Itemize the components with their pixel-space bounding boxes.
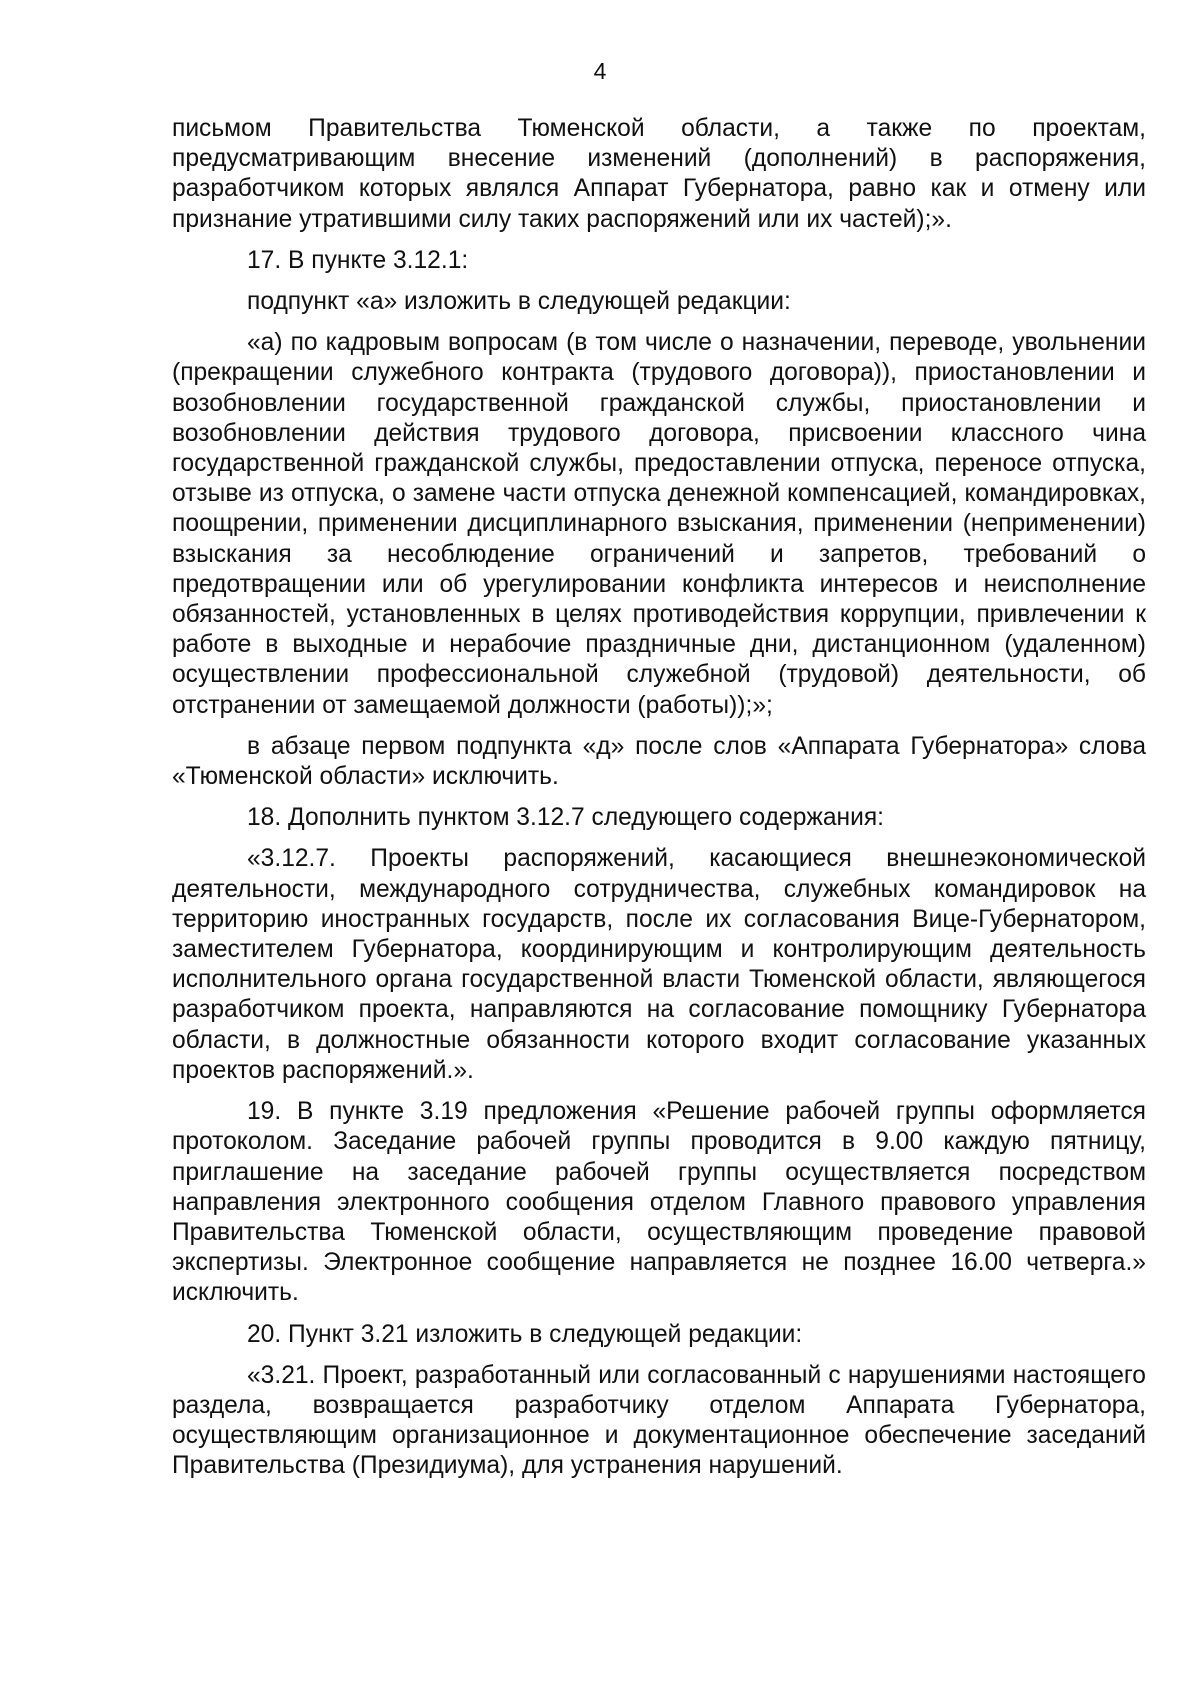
paragraph-item-3-21-text: «3.21. Проект, разработанный или согласованный с нарушениями настоящего раздела, возвращается разработчику отделом Аппарата Губернатора, осуществляющим организационное и документационное обеспечение заседаний Правительства (Президиума), для устранения нарушений. <box>172 1361 1146 1480</box>
paragraph-item-19: 19. В пункте 3.19 предложения «Решение рабочей группы оформляется протоколом. Заседание рабочей группы проводится в 9.00 каждую пятницу, приглашение на заседание рабочей группы осуществляется посредством направления электронного сообщения отделом Главного правового управления Правительства Тюменской области, осуществляющим проведение правовой экспертизы. Электронное сообщение направляется не позднее 16.00 четверга.» исключить. <box>172 1098 1146 1307</box>
paragraph-subitem-a-intro: подпункт «а» изложить в следующей редакции: <box>247 288 791 316</box>
page-number: 4 <box>593 58 607 84</box>
paragraph-item-20: 20. Пункт 3.21 изложить в следующей редакции: <box>247 1320 803 1348</box>
paragraph-item-3-12-7-text: «3.12.7. Проекты распоряжений, касающиеся внешнеэкономической деятельности, международного сотрудничества, служебных командировок на территорию иностранных государств, после их согласования Вице-Губернатором, заместителем Губернатора, координирующим и контролирующим деятельность исполнительного органа государственной власти Тюменской области, являющегося разработчиком проекта, направляются на согласование помощнику Губернатора области, в должностные обязанности которого входит согласование указанных проектов распоряжений.». <box>172 845 1146 1084</box>
document-body <box>172 114 1146 1493</box>
paragraph-item-17: 17. В пункте 3.12.1: <box>247 246 469 274</box>
paragraph-item-18: 18. Дополнить пунктом 3.12.7 следующего содержания: <box>247 804 884 832</box>
paragraph-subitem-a-text: «а) по кадровым вопросам (в том числе о назначении, переводе, увольнении (прекращении служебного контракта (трудового договора)), приостановлении и возобновлении государственной гражданской службы, приостановлении и возобновлении действия трудового договора, присвоении классного чина государственной гражданской службы, предоставлении отпуска, переносе отпуска, отзыве из отпуска, о замене части отпуска денежной компенсацией, командировках, поощрении, применении дисциплинарного взыскания, применении (неприменении) взыскания за несоблюдение ограничений и запретов, требований о предотвращении или об урегулировании конфликта интересов и неисполнение обязанностей, установленных в целях противодействия коррупции, привлечении к работе в выходные и нерабочие праздничные дни, дистанционном (удаленном) осуществлении профессиональной служебной (трудовой) деятельности, об отстранении от замещаемой должности (работы));»; <box>172 329 1146 719</box>
paragraph-subitem-d: в абзаце первом подпункта «д» после слов «Аппарата Губернатора» слова «Тюменской области» исключить. <box>172 732 1146 791</box>
paragraph-continuation: письмом Правительства Тюменской области, а также по проектам, предусматривающим внесение изменений (дополнений) в распоряжения, разработчиком которых являлся Аппарат Губернатора, равно как и отмену или признание утратившими силу таких распоряжений или их частей);». <box>172 115 1146 233</box>
